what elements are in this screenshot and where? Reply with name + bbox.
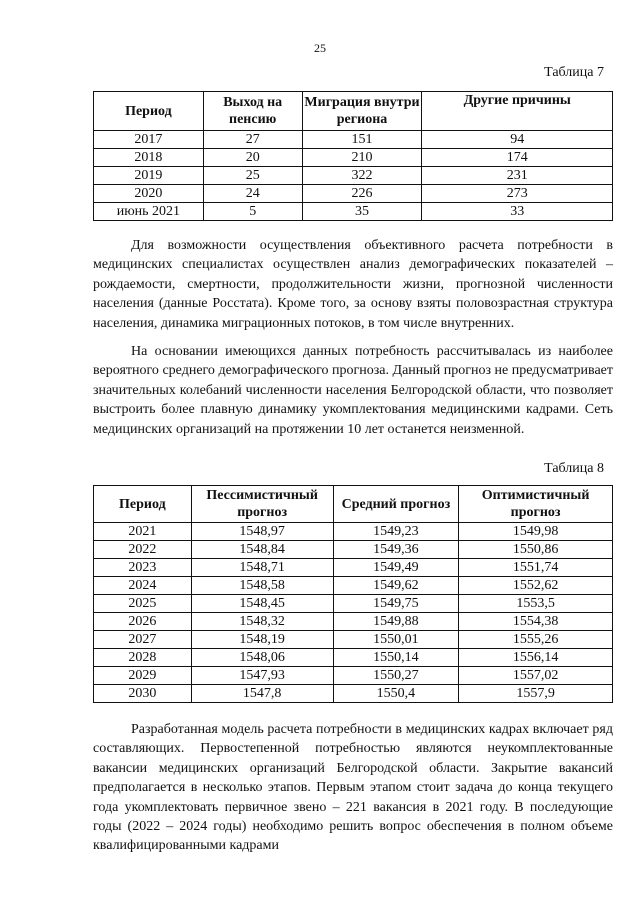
table-row bbox=[94, 577, 613, 595]
table-cell: 273 bbox=[422, 185, 613, 203]
table-cell: 1553,5 bbox=[459, 595, 613, 613]
table-cell: 1549,98 bbox=[459, 523, 613, 541]
table-8-header-cell: Пессимистичный прогноз bbox=[191, 486, 333, 523]
table-cell: 210 bbox=[302, 149, 422, 167]
table-7-caption: Таблица 7 bbox=[544, 65, 604, 80]
table-cell: 1548,06 bbox=[191, 649, 333, 667]
table-cell: 24 bbox=[203, 185, 302, 203]
table-cell: 2025 bbox=[94, 595, 192, 613]
table-7-header-cell: Миграция внутри региона bbox=[302, 92, 422, 131]
table-row bbox=[94, 203, 613, 221]
table-cell: 1548,84 bbox=[191, 541, 333, 559]
table-cell: 322 bbox=[302, 167, 422, 185]
table-cell: 1549,23 bbox=[333, 523, 459, 541]
table-cell: 2017 bbox=[94, 131, 204, 149]
table-cell: 231 bbox=[422, 167, 613, 185]
paragraph-forecast: На основании имеющихся данных потребность рассчитывалась из наиболее вероятного среднего демографического прогноза. Данный прогноз не предусматривает значительных колебаний численности населения Белгородской области, что позволяет выстроить более плавную динамику укомплектования медицинскими кадрами. Сеть медицинских организаций на протяжении 10 лет останется неизменной. bbox=[93, 344, 613, 437]
table-cell: 1557,9 bbox=[459, 685, 613, 703]
table-7-header-row bbox=[94, 92, 613, 131]
table-cell: 174 bbox=[422, 149, 613, 167]
table-cell: 2028 bbox=[94, 649, 192, 667]
table-cell: 2020 bbox=[94, 185, 204, 203]
table-8-header-cell: Оптимистичный прогноз bbox=[459, 486, 613, 523]
table-8-header-cell: Средний прогноз bbox=[333, 486, 459, 523]
table-cell: 2023 bbox=[94, 559, 192, 577]
table-cell: 1550,4 bbox=[333, 685, 459, 703]
table-cell: 1549,88 bbox=[333, 613, 459, 631]
table-row bbox=[94, 185, 613, 203]
table-cell: 2021 bbox=[94, 523, 192, 541]
table-row bbox=[94, 523, 613, 541]
table-cell: 2027 bbox=[94, 631, 192, 649]
table-cell: 1549,36 bbox=[333, 541, 459, 559]
table-cell: 1550,86 bbox=[459, 541, 613, 559]
table-cell: 151 bbox=[302, 131, 422, 149]
table-row bbox=[94, 167, 613, 185]
table-row bbox=[94, 149, 613, 167]
paragraph-model: Разработанная модель расчета потребности в медицинских кадрах включает ряд составляющих. Первостепенной потребностью являются неукомплектованные вакансии медицинских организаций Белгородской области. Закрытие вакансий предполагается в несколько этапов. Первым этапом стоит задача до конца текущего года укомплектовать первичное звено – 221 вакансия в 2021 году. В последующие годы (2022 – 2024 годы) необходимо решить вопрос обеспечения в полном объеме квалифицированными кадрами bbox=[93, 722, 613, 854]
table-cell: 1548,32 bbox=[191, 613, 333, 631]
table-8 bbox=[93, 485, 613, 703]
table-row bbox=[94, 631, 613, 649]
table-8-header-cell: Период bbox=[94, 486, 192, 523]
table-cell: 2030 bbox=[94, 685, 192, 703]
table-cell: 1550,01 bbox=[333, 631, 459, 649]
table-7-header-cell: Выход на пенсию bbox=[203, 92, 302, 131]
table-cell: 1556,14 bbox=[459, 649, 613, 667]
table-cell: 25 bbox=[203, 167, 302, 185]
table-7-header-cell: Другие причины bbox=[422, 92, 613, 131]
table-cell: 94 bbox=[422, 131, 613, 149]
table-row bbox=[94, 131, 613, 149]
table-cell: июнь 2021 bbox=[94, 203, 204, 221]
table-cell: 1557,02 bbox=[459, 667, 613, 685]
table-cell: 226 bbox=[302, 185, 422, 203]
table-row bbox=[94, 541, 613, 559]
table-row bbox=[94, 685, 613, 703]
table-cell: 1549,49 bbox=[333, 559, 459, 577]
table-cell: 1550,27 bbox=[333, 667, 459, 685]
table-cell: 2018 bbox=[94, 149, 204, 167]
paragraph-analysis: Для возможности осуществления объективного расчета потребности в медицинских специалистах осуществлен анализ демографических показателей – рождаемости, смертности, продолжительности жизни, прогнозной численности населения (данные Росстата). Кроме того, за основу взяты половозрастная структура населения, динамика миграционных потоков, в том числе внутренних. bbox=[93, 238, 613, 331]
table-cell: 1551,74 bbox=[459, 559, 613, 577]
table-8-caption: Таблица 8 bbox=[544, 461, 604, 476]
table-cell: 35 bbox=[302, 203, 422, 221]
table-cell: 27 bbox=[203, 131, 302, 149]
table-row bbox=[94, 595, 613, 613]
table-cell: 1552,62 bbox=[459, 577, 613, 595]
table-cell: 1548,71 bbox=[191, 559, 333, 577]
table-cell: 5 bbox=[203, 203, 302, 221]
table-cell: 1547,8 bbox=[191, 685, 333, 703]
table-8-header-row bbox=[94, 486, 613, 523]
table-cell: 1550,14 bbox=[333, 649, 459, 667]
table-row bbox=[94, 613, 613, 631]
table-cell: 1547,93 bbox=[191, 667, 333, 685]
table-row bbox=[94, 649, 613, 667]
table-cell: 1555,26 bbox=[459, 631, 613, 649]
page-number: 25 bbox=[314, 41, 326, 55]
table-cell: 33 bbox=[422, 203, 613, 221]
table-cell: 2026 bbox=[94, 613, 192, 631]
table-7-header-cell: Период bbox=[94, 92, 204, 131]
table-cell: 20 bbox=[203, 149, 302, 167]
table-cell: 1554,38 bbox=[459, 613, 613, 631]
table-cell: 1549,75 bbox=[333, 595, 459, 613]
table-7 bbox=[93, 91, 613, 221]
table-cell: 1548,19 bbox=[191, 631, 333, 649]
table-row bbox=[94, 559, 613, 577]
table-cell: 1549,62 bbox=[333, 577, 459, 595]
table-cell: 1548,45 bbox=[191, 595, 333, 613]
table-cell: 2024 bbox=[94, 577, 192, 595]
table-cell: 1548,97 bbox=[191, 523, 333, 541]
table-cell: 1548,58 bbox=[191, 577, 333, 595]
table-row bbox=[94, 667, 613, 685]
table-cell: 2022 bbox=[94, 541, 192, 559]
table-cell: 2029 bbox=[94, 667, 192, 685]
table-cell: 2019 bbox=[94, 167, 204, 185]
